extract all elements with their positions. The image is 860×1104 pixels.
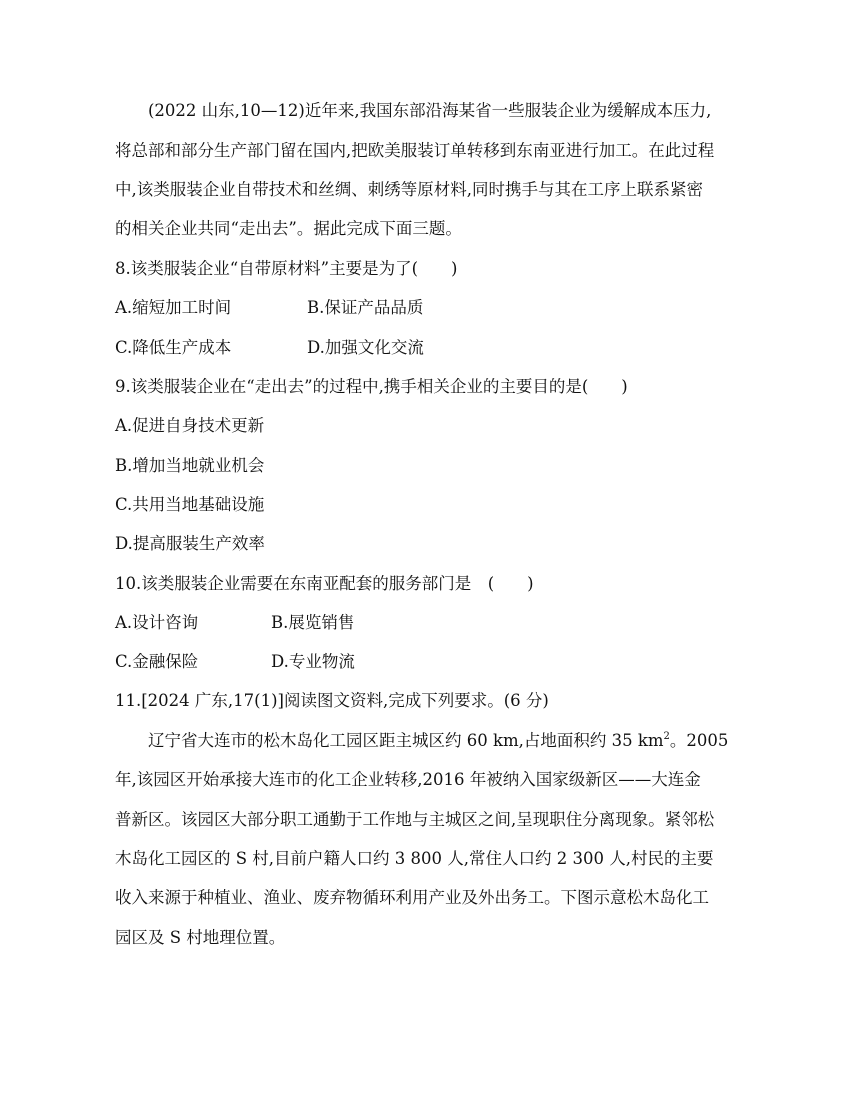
passage-1-line-4: 的相关企业共同“走出去”。据此完成下面三题。 (115, 219, 462, 238)
question-10-stem: 10.该类服装企业需要在东南亚配套的服务部门是 ( ) (115, 574, 534, 593)
question-8-option-c: C.降低生产成本 (115, 338, 232, 357)
question-11-line-3: 普新区。该园区大部分职工通勤于工作地与主城区之间,呈现职住分离现象。紧邻松 (115, 810, 715, 829)
question-11-line-5: 收入来源于种植业、渔业、废弃物循环利用产业及外出务工。下图示意松木岛化工 (115, 888, 709, 907)
question-11-line-1 (148, 730, 728, 752)
question-10-option-d: D.专业物流 (271, 652, 355, 671)
question-10-option-c: C.金融保险 (115, 652, 199, 671)
question-9-option-c: C.共用当地基础设施 (115, 495, 265, 514)
question-10-option-a: A.设计咨询 (115, 613, 199, 632)
passage-1-line-1: (2022 山东,10—12)近年来,我国东部沿海某省一些服装企业为缓解成本压力, (148, 101, 712, 120)
question-9-stem: 9.该类服装企业在“走出去”的过程中,携手相关企业的主要目的是( ) (115, 377, 628, 396)
question-8-stem: 8.该类服装企业“自带原材料”主要是为了( ) (115, 259, 458, 278)
question-9-option-d: D.提高服装生产效率 (115, 534, 265, 553)
question-11-line-6: 园区及 S 村地理位置。 (115, 928, 286, 947)
passage-1-line-2: 将总部和部分生产部门留在国内,把欧美服装订单转移到东南亚进行加工。在此过程 (115, 141, 715, 160)
passage-1-line-3: 中,该类服装企业自带技术和丝绸、刺绣等原材料,同时携手与其在工序上联系紧密 (115, 180, 703, 199)
superscript-squared: 2 (663, 731, 670, 742)
question-8-option-a: A.缩短加工时间 (115, 298, 232, 317)
question-8-option-d: D.加强文化交流 (307, 338, 424, 357)
question-8-option-b: B.保证产品品质 (307, 298, 424, 317)
question-11-stem: 11.[2024 广东,17(1)]阅读图文资料,完成下列要求。(6 分) (115, 691, 549, 710)
question-9-option-a: A.促进自身技术更新 (115, 416, 265, 435)
question-11-line-1-year: 。2005 (669, 731, 729, 750)
question-11-line-4: 木岛化工园区的 S 村,目前户籍人口约 3 800 人,常住人口约 2 300 人,村民的主要 (115, 849, 714, 868)
question-11-line-2: 年,该园区开始承接大连市的化工企业转移,2016 年被纳入国家级新区——大连金 (115, 770, 701, 789)
question-10-option-b: B.展览销售 (271, 613, 355, 632)
question-9-option-b: B.增加当地就业机会 (115, 456, 265, 475)
question-11-line-1-text: 辽宁省大连市的松木岛化工园区距主城区约 60 km,占地面积约 35 km (148, 731, 664, 750)
